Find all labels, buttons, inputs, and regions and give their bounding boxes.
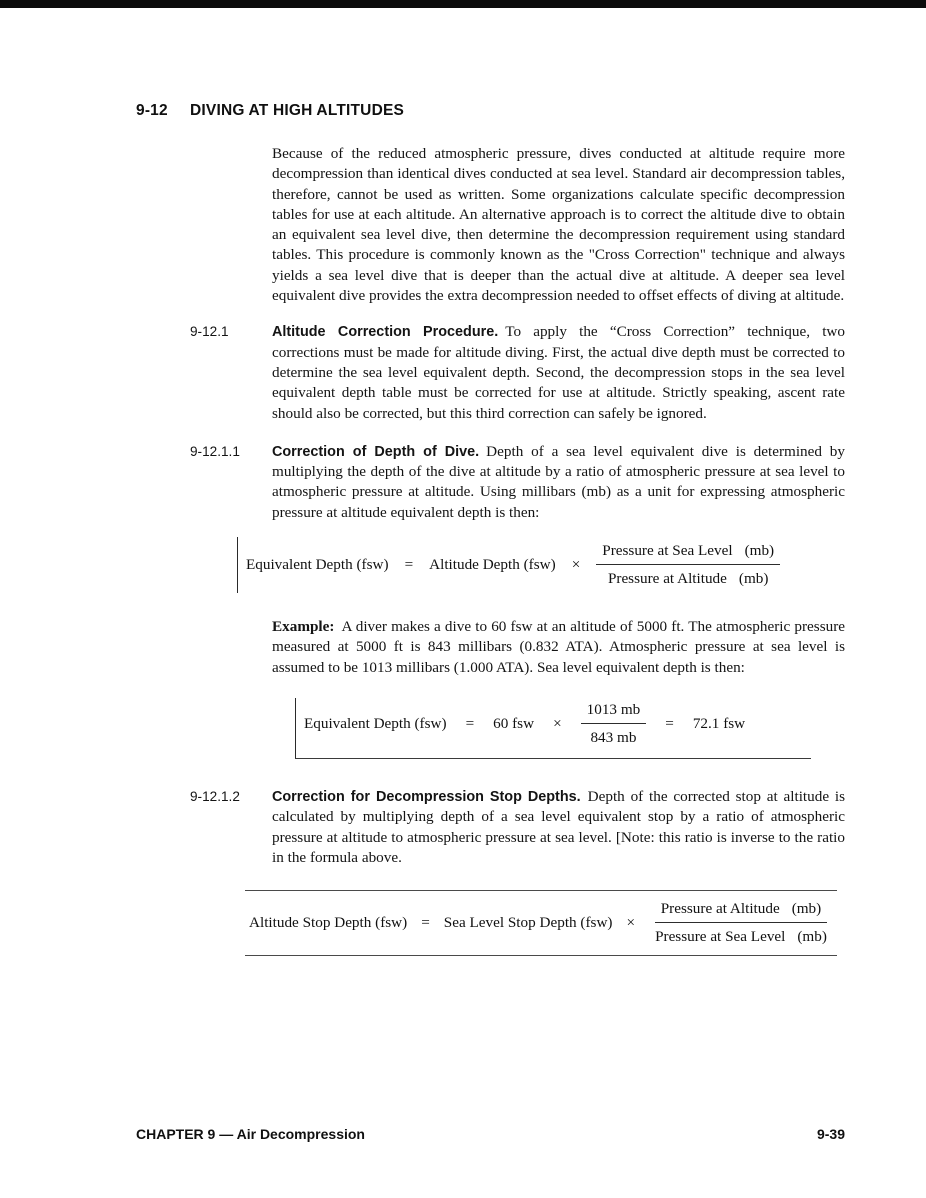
subsection-9-12-1-2 <box>136 787 845 868</box>
intro-paragraph: Because of the reduced atmospheric pressure, dives conducted at altitude require more decompression than identical dives conducted at sea level. Standard air decompression tables, therefore, cannot be used as written. Some organizations calculate specific decompression tables for use at each altitude. An alternative approach is to correct the altitude dive to obtain an equivalent sea level dive, then determine the decompression requirement using standard tables. This procedure is commonly known as the "Cross Correction" technique and always yields a sea level dive that is deeper than the actual dive at altitude. A deeper sea level equivalent dive provides the extra decompression needed to offset effects of diving at altitude. <box>272 145 845 305</box>
multiply-sign: × <box>553 714 562 732</box>
example-paragraph <box>272 617 845 678</box>
paragraph-text <box>272 442 845 523</box>
multiply-sign: × <box>626 914 636 932</box>
equals-sign: = <box>404 556 414 574</box>
paragraph-text <box>272 787 845 868</box>
formula-result: 72.1 fsw <box>692 714 746 732</box>
formula-equivalent-depth <box>237 537 845 593</box>
section-title: DIVING AT HIGH ALTITUDES <box>190 102 405 119</box>
numerator-text: 1013 mb <box>586 700 641 718</box>
equals-sign: = <box>465 714 475 732</box>
paragraph-number: 9-12.1.2 <box>190 788 240 804</box>
fraction <box>596 542 780 588</box>
formula-rhs: Sea Level Stop Depth (fsw) <box>443 914 613 932</box>
example-label: Example: <box>272 618 335 636</box>
subsection-9-12-1 <box>136 322 845 423</box>
denominator-text: Pressure at Altitude <box>607 570 727 588</box>
numerator-unit: (mb) <box>791 900 822 918</box>
fraction <box>649 900 833 946</box>
denominator-unit: (mb) <box>797 928 827 946</box>
fraction-numerator <box>655 900 827 923</box>
paragraph-text <box>272 322 845 423</box>
footer-chapter-label: CHAPTER 9 — Air Decompression <box>136 1126 365 1142</box>
numerator-unit: (mb) <box>744 542 775 560</box>
subsection-9-12-1-1 <box>136 442 845 523</box>
fraction <box>581 701 647 747</box>
numerator-text: Pressure at Sea Level <box>602 542 733 560</box>
formula-lhs: Altitude Stop Depth (fsw) <box>249 914 408 932</box>
paragraph-body: Depth of the corrected stop at altitude is calculated by multiplying depth of a sea level equivalent stop by a ratio of atmospheric pressure at altitude to atmospheric pressure at sea level. [Note: this ratio is inverse to the ratio in the formula above. <box>272 787 845 866</box>
paragraph-heading: Correction of Depth of Dive. <box>272 443 480 460</box>
fraction-numerator <box>596 542 780 565</box>
fraction-denominator <box>602 565 774 588</box>
paragraph-heading: Altitude Correction Procedure. <box>272 324 499 341</box>
denominator-unit: (mb) <box>738 570 769 588</box>
section-heading <box>136 102 845 120</box>
paragraph-heading: Correction for Decompression Stop Depths. <box>272 788 581 805</box>
denominator-text: 843 mb <box>590 728 637 746</box>
fraction-denominator <box>649 923 833 946</box>
example-body: A diver makes a dive to 60 fsw at an altitude of 5000 ft. The atmospheric pressure measured at 5000 ft is 843 millibars (0.832 ATA). Atmospheric pressure at sea level is assumed to be 1013 millibars (1.000 ATA). Sea level equivalent depth is then: <box>272 618 845 676</box>
equals-sign: = <box>421 914 430 932</box>
denominator-text: Pressure at Sea Level <box>655 928 786 946</box>
formula-altitude-stop-depth <box>245 890 837 956</box>
paragraph-body: Depth of a sea level equivalent dive is determined by multiplying the depth of the dive at altitude by a ratio of atmospheric pressure at sea level to atmospheric pressure at altitude. Using millibars (mb) as a unit for expressing atmospheric pressure at altitude equivalent depth is then: <box>272 442 845 521</box>
formula-lhs: Equivalent Depth (fsw) <box>304 714 447 732</box>
formula-lhs: Equivalent Depth (fsw) <box>246 556 389 574</box>
multiply-sign: × <box>571 556 581 574</box>
paragraph-number: 9-12.1.1 <box>190 443 240 459</box>
fraction-denominator <box>584 724 642 747</box>
formula-example-calculation <box>295 698 811 759</box>
section-number: 9-12 <box>136 102 168 119</box>
formula-rhs: Altitude Depth (fsw) <box>429 556 556 574</box>
equals-sign: = <box>665 714 674 732</box>
paragraph-number: 9-12.1 <box>190 324 229 340</box>
paragraph-body: To apply the “Cross Correction” technique, two corrections must be made for altitude diving. First, the actual dive depth must be corrected to determine the sea level equivalent depth. Second, the decompression stops in the sea level equivalent depth table must be corrected for use at altitude. Strictly speaking, ascent rate should also be corrected, but this third correction can safely be ignored. <box>272 323 845 422</box>
footer-page-number: 9-39 <box>816 1126 845 1142</box>
formula-rhs: 60 fsw <box>493 714 535 732</box>
page-footer <box>136 1126 845 1142</box>
fraction-numerator <box>581 701 647 724</box>
numerator-text: Pressure at Altitude <box>660 900 780 918</box>
